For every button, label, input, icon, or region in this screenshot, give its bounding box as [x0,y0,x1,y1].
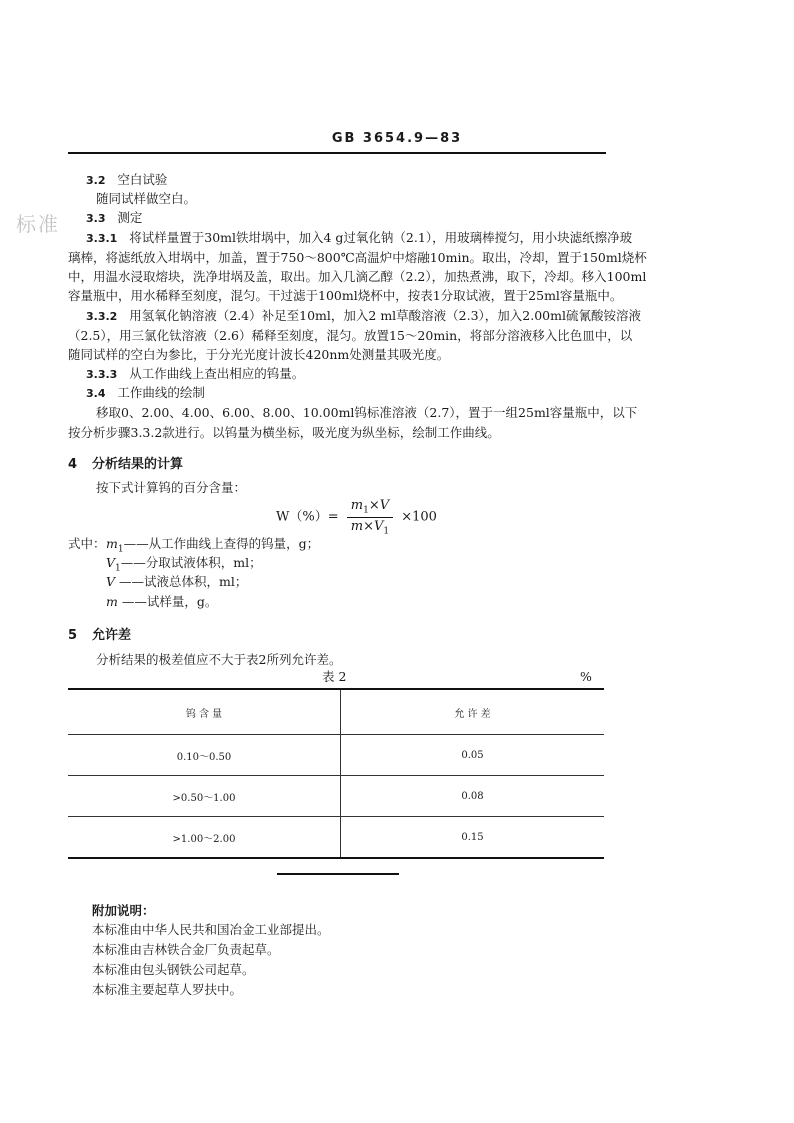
formula-symbol: m [350,498,364,513]
def-symbol: V [106,555,116,570]
appendix-line: 本标准由中华人民共和国冶金工业部提出。 [92,922,330,937]
section-3-3-2-line-1 [86,308,641,325]
table-header-cell: 钨 含 量 [68,690,341,734]
table-unit: % [580,669,592,684]
definition-row [106,594,217,610]
section-5-intro: 分析结果的极差值应不大于表2所列允许差。 [96,652,342,667]
table-cell: 0.08 [461,790,484,802]
paragraph-text: 将试样量置于30ml铁坩埚中，加入4 g过氧化钠（2.1），用玻璃棒搅匀，用小块滤纸擦净玻 [129,230,633,245]
section-number: 3.3.1 [86,232,118,245]
table-cell: >0.50～1.00 [68,776,341,816]
def-text: ——试样量，g。 [121,594,218,609]
section-4-heading [68,453,183,472]
paragraph-text: 用氢氧化钠溶液（2.4）补足至10ml，加入2 ml草酸溶液（2.3），加入2.00ml硫氰酸铵溶液 [129,308,641,323]
formula-symbol: ×V [368,498,390,513]
header-rule [68,152,606,154]
table-header-cell: 允 许 差 [454,708,491,720]
table-cell: >1.00～2.00 [68,817,341,857]
formula-subscript: 1 [383,526,390,537]
section-title: 分析结果的计算 [92,457,184,472]
table-row [68,776,604,817]
section-number: 5 [68,628,78,643]
def-text: ——从工作曲线上查得的钨量，g； [123,536,320,551]
table-row [68,735,604,776]
appendix-divider [277,873,399,875]
section-3-2-heading [86,172,167,189]
def-symbol: m [106,594,118,609]
section-title: 空白试验 [117,172,168,187]
where-label: 式中： [68,536,106,551]
appendix-title: 附加说明： [92,903,155,918]
section-3-3-1-line-2: 璃棒，将滤纸放入坩埚中，加盖，置于750～800℃高温炉中熔融10min。取出，冷却，置于150ml烧杯 [68,250,647,265]
section-number: 3.3.3 [86,368,118,381]
section-3-3-1-line-1 [86,230,632,247]
section-number: 3.3.2 [86,310,118,323]
watermark-text: 标准 [16,212,60,236]
section-3-3-1-line-3: 中，用温水浸取熔块，洗净坩埚及盖，取出。加入几滴乙醇（2.2），加热煮沸，取下，冷却。移入100ml [68,269,647,284]
section-3-3-3 [86,366,304,383]
formula-symbol: m×V [350,518,384,534]
section-3-3-2-line-2: （2.5），用三氯化钛溶液（2.6）稀释至刻度，混匀。放置15～20min，将部分溶液移入比色皿中，以 [68,328,633,343]
section-number: 3.3 [86,212,106,225]
appendix-line: 本标准由吉林铁合金厂负责起草。 [92,942,280,957]
section-number: 4 [68,457,78,472]
def-symbol: m [106,536,118,551]
formula-fraction [347,498,393,536]
def-symbol: V [106,574,116,589]
formula-tungsten-percent [276,498,437,536]
section-title: 允许差 [92,628,132,643]
table-cell: 0.10～0.50 [68,735,341,775]
definition-row [106,574,247,590]
section-title: 测定 [117,210,143,225]
table-header-row [68,690,604,735]
section-3-4-line-2: 按分析步骤3.3.2款进行。以钨量为横坐标，吸光度为纵坐标，绘制工作曲线。 [68,425,500,440]
section-3-3-heading [86,210,142,227]
section-4-intro: 按下式计算钨的百分含量： [96,480,247,495]
appendix-line: 本标准主要起草人罗扶中。 [92,982,243,997]
tolerance-table [68,688,604,859]
standard-code-header: GB 3654.9—83 [331,131,463,146]
formula-denominator [347,518,393,537]
section-number: 3.2 [86,174,106,187]
def-subscript: 1 [115,563,121,574]
section-3-3-1-line-4: 容量瓶中，用水稀释至刻度，混匀。干过滤于100ml烧杯中，按表1分取试液，置于25ml容量瓶中。 [68,288,623,303]
formula-lhs: W（%）= [276,509,339,525]
formula-numerator [347,498,393,518]
section-3-2-body: 随同试样做空白。 [96,191,197,206]
section-title: 工作曲线的绘制 [117,385,205,400]
section-3-3-2-line-3: 随同试样的空白为参比，于分光光度计波长420nm处测量其吸光度。 [68,347,450,362]
def-text: ——试液总体积，ml； [119,574,248,589]
table-cell: 0.05 [461,749,484,761]
table-caption: 表 2 [322,669,347,684]
section-3-4-heading [86,385,205,402]
section-3-4-line-1: 移取0、2.00、4.00、6.00、8.00、10.00ml钨标准溶液（2.7），置于一组25ml容量瓶中，以下 [96,405,638,420]
formula-tail: ×100 [401,509,437,525]
def-subscript: 1 [117,544,124,555]
section-5-heading [68,624,131,643]
formula-subscript: 1 [363,505,369,516]
table-cell: 0.15 [461,831,484,843]
section-number: 3.4 [86,387,106,400]
paragraph-text: 从工作曲线上查出相应的钨量。 [129,366,305,381]
def-text: ——分取试液体积，ml； [120,555,262,570]
appendix-line: 本标准由包头钢铁公司起草。 [92,962,255,977]
table-row [68,817,604,857]
